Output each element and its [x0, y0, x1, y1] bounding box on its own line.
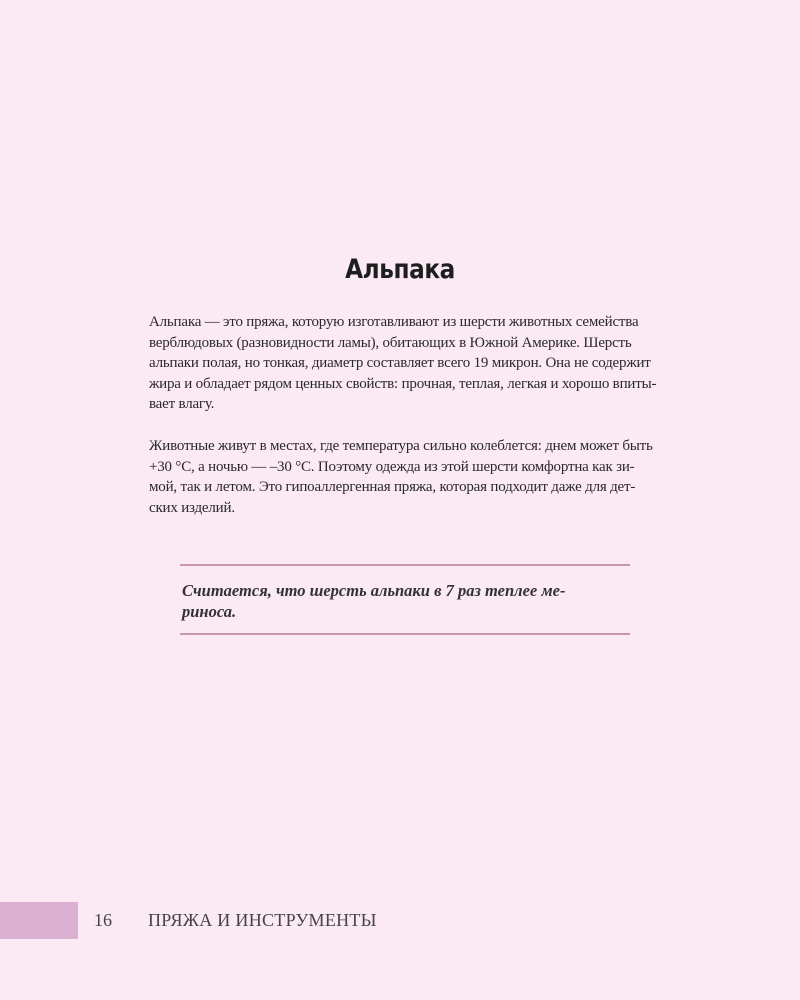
page-title: Альпака [345, 254, 455, 285]
paragraph-line: верблюдовых (разновидности ламы), обитающих в Южной Америке. Шерсть [149, 334, 632, 351]
paragraph-line: Альпака — это пряжа, которую изготавливают из шерсти животных семейства [149, 314, 639, 330]
pull-quote [182, 580, 642, 622]
paragraph-line: Животные живут в местах, где температура сильно колеблется: днем может быть [149, 438, 653, 454]
quote-divider-bottom [180, 633, 630, 635]
paragraph-line: мой, так и летом. Это гипоаллергенная пряжа, которая подходит даже для дет- [149, 479, 636, 495]
quote-line: риноса. [182, 602, 237, 621]
paragraph-line: альпаки полая, но тонкая, диаметр составляет всего 19 микрон. Она не содержит [149, 355, 651, 371]
paragraph-1 [149, 312, 671, 415]
paragraph-2 [149, 436, 671, 518]
footer-accent-bar [0, 902, 78, 939]
running-footer-section: ПРЯЖА И ИНСТРУМЕНТЫ [148, 910, 377, 930]
paragraph-line: ских изделий. [149, 499, 235, 516]
paragraph-line: +30 °С, а ночью — –30 °С. Поэтому одежда из этой шерсти комфортна как зи- [149, 458, 635, 475]
quote-divider-top [180, 564, 630, 566]
paragraph-line: вает влагу. [149, 396, 215, 412]
page-number: 16 [94, 910, 112, 930]
quote-line: Считается, что шерсть альпаки в 7 раз теплее ме- [182, 581, 566, 600]
paragraph-line: жира и обладает рядом ценных свойств: прочная, теплая, легкая и хорошо впиты- [149, 375, 657, 392]
